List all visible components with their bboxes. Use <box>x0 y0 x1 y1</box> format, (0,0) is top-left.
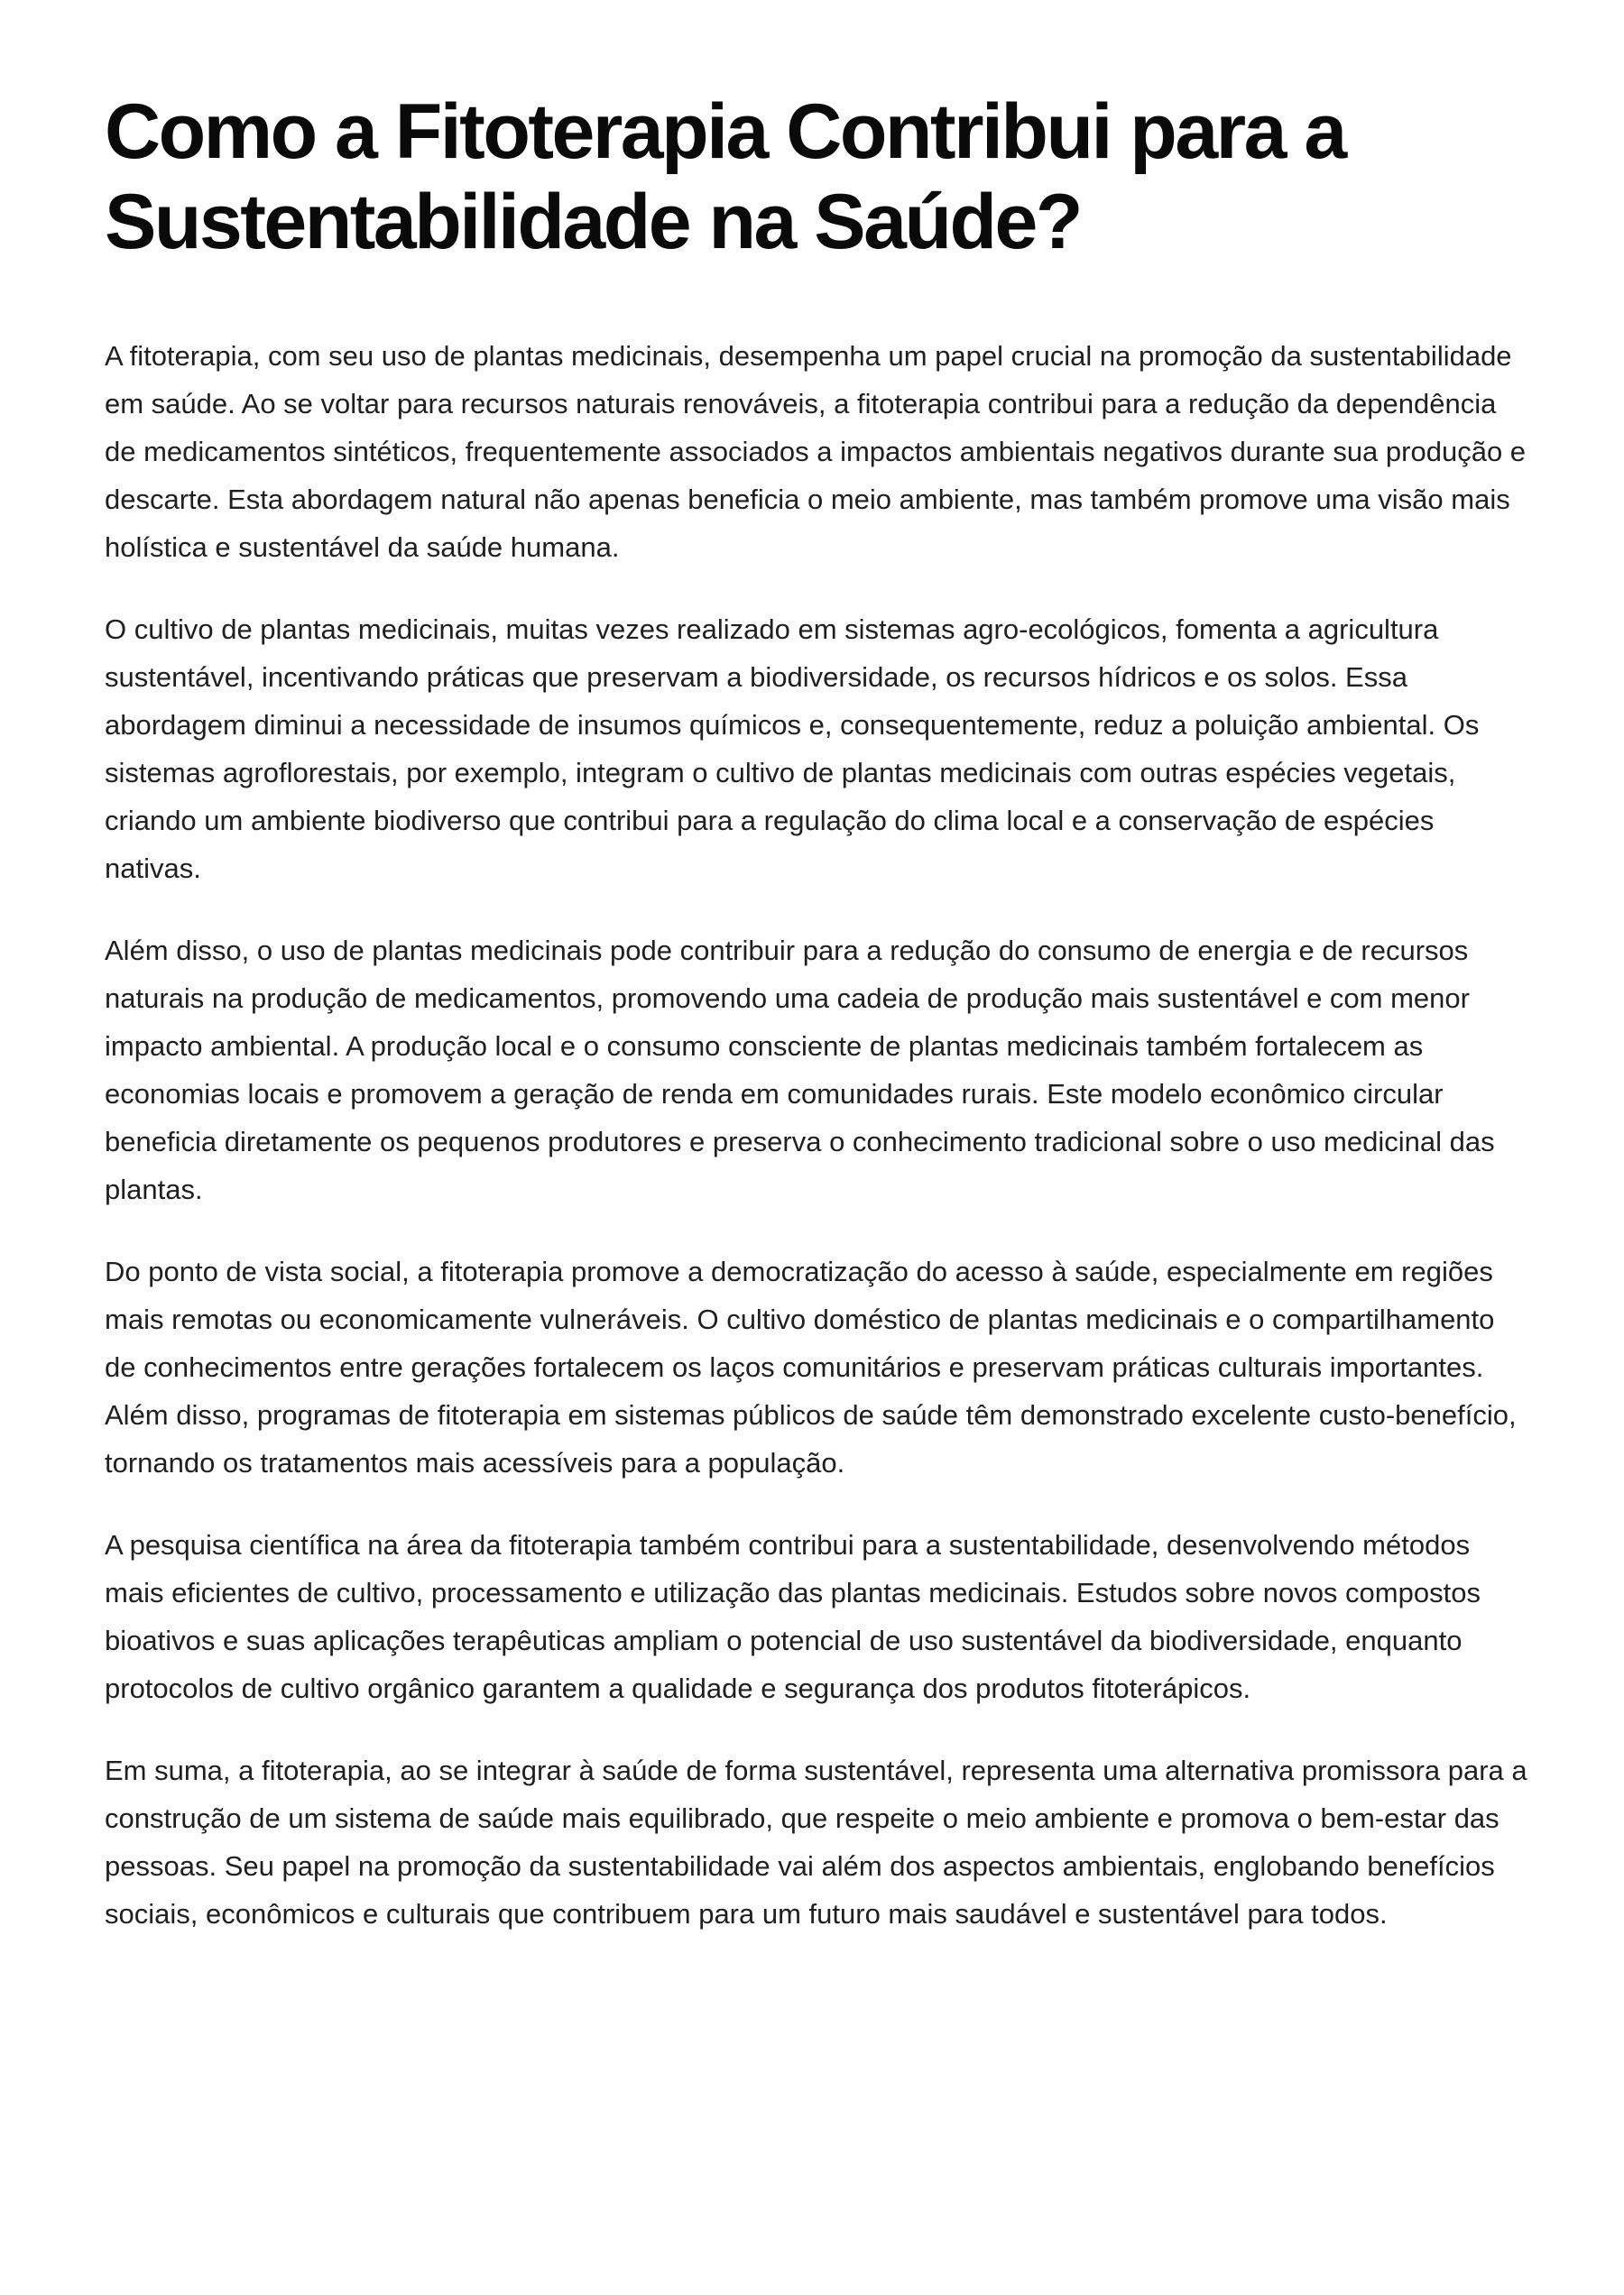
document-title: Como a Fitoterapia Contribui para a Sustentabilidade na Saúde? <box>105 88 1345 265</box>
paragraph-1: A fitoterapia, com seu uso de plantas medicinais, desempenha um papel crucial na promoção da sustentabilidade em saúde. Ao se voltar para recursos naturais renováveis, a fitoterapia contribui para a redução da dependência de medicamentos sintéticos, frequentemente associados a impactos ambientais negativos durante sua produção e descarte. Esta abordagem natural não apenas beneficia o meio ambiente, mas também promove uma visão mais holística e sustentável da saúde humana. <box>105 340 1527 563</box>
paragraph-5: A pesquisa científica na área da fitoterapia também contribui para a sustentabilidade, desenvolvendo métodos mais eficientes de cultivo, processamento e utilização das plantas medicinais. Estudos sobre novos compostos bioativos e suas aplicações terapêuticas ampliam o potencial de uso sustentável da biodiversidade, enquanto protocolos de cultivo orgânico garantem a qualidade e segurança dos produtos fitoterápicos. <box>105 1529 1481 1704</box>
document-page <box>105 87 1530 1972</box>
paragraph-2: O cultivo de plantas medicinais, muitas vezes realizado em sistemas agro-ecológicos, fomenta a agricultura sustentável, incentivando práticas que preservam a biodiversidade, os recursos hídricos e os solos. Essa abordagem diminui a necessidade de insumos químicos e, consequentemente, reduz a poluição ambiental. Os sistemas agroflorestais, por exemplo, integram o cultivo de plantas medicinais com outras espécies vegetais, criando um ambiente biodiverso que contribui para a regulação do clima local e a conservação de espécies nativas. <box>105 613 1480 884</box>
paragraph-3: Além disso, o uso de plantas medicinais pode contribuir para a redução do consumo de energia e de recursos naturais na produção de medicamentos, promovendo uma cadeia de produção mais sustentável e com menor impacto ambiental. A produção local e o consumo consciente de plantas medicinais também fortalecem as economias locais e promovem a geração de renda em comunidades rurais. Este modelo econômico circular beneficia diretamente os pequenos produtores e preserva o conhecimento tradicional sobre o uso medicinal das plantas. <box>105 935 1495 1205</box>
document-body <box>105 332 1530 1938</box>
paragraph-4: Do ponto de vista social, a fitoterapia promove a democratização do acesso à saúde, especialmente em regiões mais remotas ou economicamente vulneráveis. O cultivo doméstico de plantas medicinais e o compartilhamento de conhecimentos entre gerações fortalecem os laços comunitários e preservam práticas culturais importantes. Além disso, programas de fitoterapia em sistemas públicos de saúde têm demonstrado excelente custo-benefício, tornando os tratamentos mais acessíveis para a população. <box>105 1256 1517 1479</box>
paragraph-6: Em suma, a fitoterapia, ao se integrar à saúde de forma sustentável, representa uma alternativa promissora para a construção de um sistema de saúde mais equilibrado, que respeite o meio ambiente e promova o bem-estar das pessoas. Seu papel na promoção da sustentabilidade vai além dos aspectos ambientais, englobando benefícios sociais, econômicos e culturais que contribuem para um futuro mais saudável e sustentável para todos. <box>105 1755 1527 1930</box>
